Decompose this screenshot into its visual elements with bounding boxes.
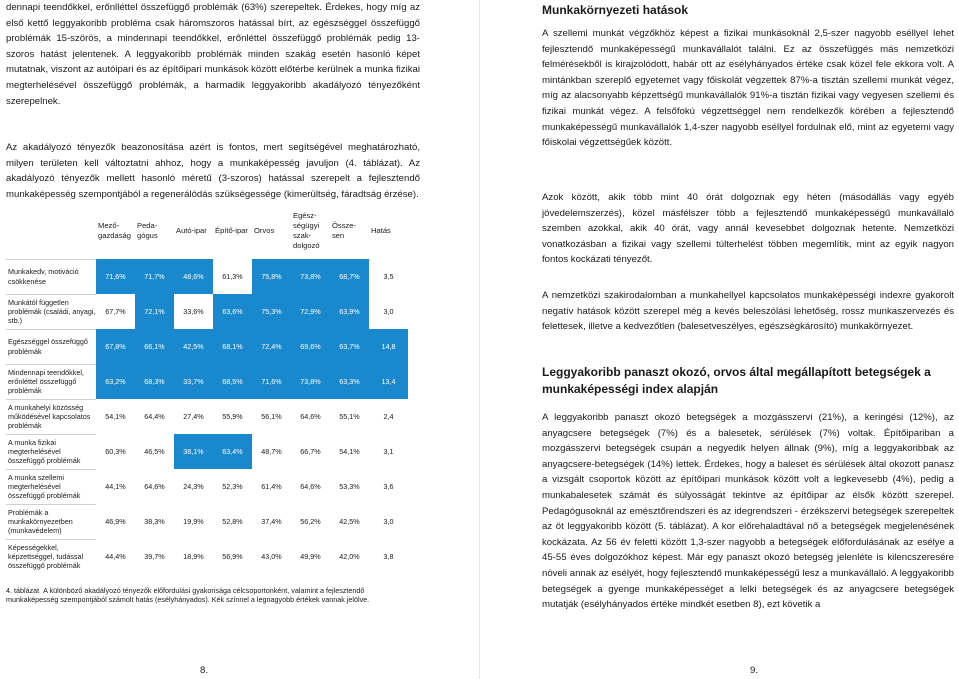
table-cell: 73,8%	[291, 259, 330, 294]
row-label: Munkakedv, motiváció csökkenése	[6, 259, 96, 294]
table-cell: 3,5	[383, 272, 394, 281]
table-cell: 24,3%	[183, 482, 204, 491]
table-row	[6, 259, 408, 294]
table-cell: 71,7%	[135, 259, 174, 294]
row-label: Problémák a munkakörnyezetben (munkavédelem)	[6, 504, 96, 539]
row-label: A munka fizikai megterhelésével összefüggő problémák	[6, 434, 96, 469]
table-header-corner	[6, 203, 96, 259]
table-cell: 66,7%	[300, 447, 321, 456]
left-page	[0, 0, 479, 679]
table-header: Össze-sen	[332, 221, 357, 240]
table-cell: 13,4	[369, 364, 408, 399]
paragraph: A nemzetközi szakirodalomban a munkahellyel kapcsolatos munkaképességi indexre gyakorolt negatív hatások között szerepel még a kevés beleszólási lehetőség, rossz munkaszervezés és felettesek, illetve a kedvezőtlen (balesetveszélyes, egészségkárosító) munkakörnyezet.	[542, 290, 954, 333]
table-cell: 52,3%	[222, 482, 243, 491]
table-cell: 44,1%	[105, 482, 126, 491]
table-cell: 38,1%	[174, 434, 213, 469]
table-cell: 61,3%	[222, 272, 243, 281]
right-page	[479, 0, 959, 679]
table-cell: 71,6%	[252, 364, 291, 399]
table-cell: 55,1%	[339, 412, 360, 421]
paragraph: A szellemi munkát végzőkhöz képest a fizikai munkásoknál 2,5-szer nagyobb eséllyel lehet fejlesztendő munkaképességű munkavállalót találni. Ez az összefüggés más nemzetközi felmérésekből is kirajzolódott, habár ott az esélyhányados értéke csak közel fele ekkora volt. A mintánkban szereplő egyetemet vagy főiskolát végzettek 87%-a tisztán szellemi munkát végez, míg az alacsonyabb képzettségű munkavállalók 91%-a tisztán fizikai vagy vegyesen szellemi és fizikai munkát végez. A felsőfokú végzettséggel nem rendelkezők körében a fejlesztendő munkaképességű munkavállalók 1,4-szer nagyobb eséllyel fordulnak elő, mint az egyetemi vagy főiskolai végzettségűek között.	[542, 28, 954, 149]
table-row	[6, 504, 408, 539]
table-cell: 63,4%	[213, 434, 252, 469]
table-cell: 75,3%	[252, 294, 291, 329]
table-row	[6, 329, 408, 364]
row-label: Egészséggel összefüggő problémák	[6, 329, 96, 364]
caption-label: 4. táblázat	[6, 586, 40, 595]
caption-text: A különböző akadályozó tényezők előfordulási gyakorisága célcsoportonként, valamint a fejlesztendő munkaképesség szempontjából számolt hatás (esélyhányados). Kék színnel a legnagyobb értékek vannak jelölve.	[6, 586, 370, 604]
table-header: Mező-gazdaság	[98, 221, 131, 240]
table-cell: 14,8	[369, 329, 408, 364]
table-cell: 56,1%	[261, 412, 282, 421]
table-cell: 48,6%	[174, 259, 213, 294]
table-cell: 33,7%	[174, 364, 213, 399]
table-cell: 63,3%	[330, 364, 369, 399]
table-cell: 54,1%	[339, 447, 360, 456]
table-header-row	[6, 203, 408, 259]
table-cell: 54,1%	[105, 412, 126, 421]
table-cell: 68,5%	[213, 364, 252, 399]
paragraph-text: A leggyakoribb problémák minden szakág esetén hasonló képet mutatnak, viszont az autóipari és az építőipari munkások között előtérbe kerülnek a munka fizikai megterhelésével összefüggő problémák, a harmadik leggyakoribb akadályozó tényezőként szerepelnek.	[6, 48, 420, 107]
table-cell: 53,3%	[339, 482, 360, 491]
table-cell: 3,1	[383, 447, 394, 456]
table-cell: 67,7%	[105, 307, 126, 316]
table-cell: 68,1%	[213, 329, 252, 364]
table-cell: 63,2%	[96, 364, 135, 399]
table-cell: 75,8%	[252, 259, 291, 294]
table-cell: 2,4	[383, 412, 394, 421]
table-header: Orvos	[254, 226, 275, 235]
table-cell: 72,4%	[252, 329, 291, 364]
paragraph	[6, 0, 420, 109]
table-cell: 66,1%	[135, 329, 174, 364]
table-cell: 42,0%	[339, 552, 360, 561]
table-cell: 43,0%	[261, 552, 282, 561]
table-cell: 56,9%	[222, 552, 243, 561]
table-cell: 49,9%	[300, 552, 321, 561]
section-heading: Leggyakoribb panaszt okozó, orvos által megállapított betegségek a munkaképességi index alapján	[542, 365, 931, 396]
table-cell: 71,6%	[96, 259, 135, 294]
table-cell: 38,3%	[144, 517, 165, 526]
table-cell: 56,2%	[300, 517, 321, 526]
row-label: A munkahelyi közösség működésével kapcsolatos problémák	[6, 399, 96, 434]
table-cell: 33,6%	[183, 307, 204, 316]
table-cell: 60,3%	[105, 447, 126, 456]
table-cell: 61,4%	[261, 482, 282, 491]
table-row	[6, 294, 408, 329]
table-cell: 72,9%	[291, 294, 330, 329]
row-label: Képességekkel, képzettséggel, tudással összefüggő problémák	[6, 539, 96, 574]
table-cell: 48,7%	[261, 447, 282, 456]
table-cell: 3,8	[383, 552, 394, 561]
section-heading: Munkakörnyezeti hatások	[542, 3, 689, 17]
table-caption	[6, 586, 416, 604]
table-cell: 64,6%	[144, 482, 165, 491]
table-header: Építő-ipar	[215, 226, 248, 235]
table-cell: 42,5%	[339, 517, 360, 526]
row-label: Munkától független problémák (családi, anyagi, stb.)	[6, 294, 96, 329]
table-cell: 19,9%	[183, 517, 204, 526]
table-cell: 55,9%	[222, 412, 243, 421]
table-cell: 39,7%	[144, 552, 165, 561]
table-cell: 3,0	[383, 307, 394, 316]
table-cell: 69,6%	[291, 329, 330, 364]
table-cell: 63,6%	[213, 294, 252, 329]
table-cell: 73,8%	[291, 364, 330, 399]
row-label: A munka szellemi megterhelésével összefüggő problémák	[6, 469, 96, 504]
table-cell: 68,7%	[330, 259, 369, 294]
table-cell: 68,3%	[135, 364, 174, 399]
table-cell: 46,9%	[105, 517, 126, 526]
table-cell: 64,6%	[300, 412, 321, 421]
table-cell: 63,9%	[330, 294, 369, 329]
paragraph: Azok között, akik több mint 40 órát dolgoznak egy héten (másodállás vagy egyéb jövedelemszerzés), közel másfélszer több a fejlesztendő munkaképességű munkavállaló szemben azokkal, akik 40 órát, vagy annál kevesebbet dolgoznak hetente. Nemzetközi vonatkozásban a fizikai vagy szellemi túlterhelést többen megemlítik, mint az egyik nagyon fontos kockázati tényezőt.	[542, 192, 954, 266]
table-cell: 18,9%	[183, 552, 204, 561]
table-cell: 52,8%	[222, 517, 243, 526]
table-cell: 42,5%	[174, 329, 213, 364]
table-cell: 64,4%	[144, 412, 165, 421]
table-cell: 3,0	[383, 517, 394, 526]
table-header: Autó-ipar	[176, 226, 207, 235]
table-cell: 44,4%	[105, 552, 126, 561]
table-row	[6, 539, 408, 574]
paragraph-text: dennapi teendőkkel, erőnlléttel összefüggő problémák (63%) szerepeltek. Érdekes, hogy míg az első kettő leggyakoribb probléma csak háromszoros hatással bírt, az egészséggel összefüggő problémák 15-szörös, a mindennapi teendőkkel, erőnléttel összefüggő problémák pedig 13-szoros hatást jelentenek.	[6, 2, 420, 60]
table-header: Peda-gógus	[137, 221, 158, 240]
table-row	[6, 434, 408, 469]
table-cell: 63,7%	[330, 329, 369, 364]
page-number: 9.	[750, 665, 759, 676]
table-cell: 72,1%	[135, 294, 174, 329]
table-cell: 27,4%	[183, 412, 204, 421]
row-label: Mindennapi teendőkkel, erőnléttel összefüggő problémák	[6, 364, 96, 399]
table-cell: 37,4%	[261, 517, 282, 526]
table-row	[6, 364, 408, 399]
table-header: Hatás	[371, 226, 391, 235]
table-row	[6, 399, 408, 434]
table-header: Egész-ségügyi szak-dolgozó	[293, 211, 320, 250]
paragraph: A leggyakoribb panaszt okozó betegségek a mozgásszervi (21%), a keringési (12%), az anyagcsere betegségek (7%) és a balesetek, sérülések (7%) voltak. Építőipariban a mozgásszervi betegségek csupán a negyedik helyen állnak (9%), míg a leggyakoribbak az anyagcsere-betegségek (14%) lettek. Érdekes, hogy a baleset és sérülések által okozott panasz a vizsgált csoportok között az építőipari munkások között volt a legkevesebb (4%), pedig a munkabalesetek számát és súlyosságát tekintve az építőipar az élsők között szerepel. Pedagógusoknál az emésztőrendszeri és az idegrendszeri - érzékszervi betegségek szerepeltek az öt leggyakoribb között (5. táblázat). A kor előrehaladtával nő a betegségek megjelenésének kockázata. Az 56 év feletti között 1,3-szer nagyobb a betegségek előfordulásának az esélye a 45-55 éves dolgozókhoz képest. Már egy panaszt okozó betegség jelenléte is kilencszeresére növeli annak az esélyét, hogy fejlesztendő munkaképességű lesz a munkavállaló. A leggyakoribb betegségek a gyenge munkaképességet a lelki betegségek és az anyagcsere betegségek mutatják (esélyhányados értéke mindkét esetben 8), ezt követik a	[542, 412, 954, 611]
page-number: 8.	[200, 665, 209, 676]
table-cell: 46,5%	[144, 447, 165, 456]
table-cell: 3,6	[383, 482, 394, 491]
data-table	[6, 203, 408, 574]
paragraph: Az akadályozó tényezők beazonosítása azért is fontos, mert segítségével meghatározható, milyen területen kell változtatni ahhoz, hogy a munkaképesség javuljon (4. táblázat). Az akadályozó tényezők mellett hasonló méretű (3-szoros) hatással szerepelt a fejlesztendő munkaképesség szempontjából a regenerálódás szükségessége (kimerültség, fáradtság érzése).	[6, 142, 420, 200]
table-cell: 64,6%	[300, 482, 321, 491]
table-cell: 67,8%	[96, 329, 135, 364]
table-row	[6, 469, 408, 504]
